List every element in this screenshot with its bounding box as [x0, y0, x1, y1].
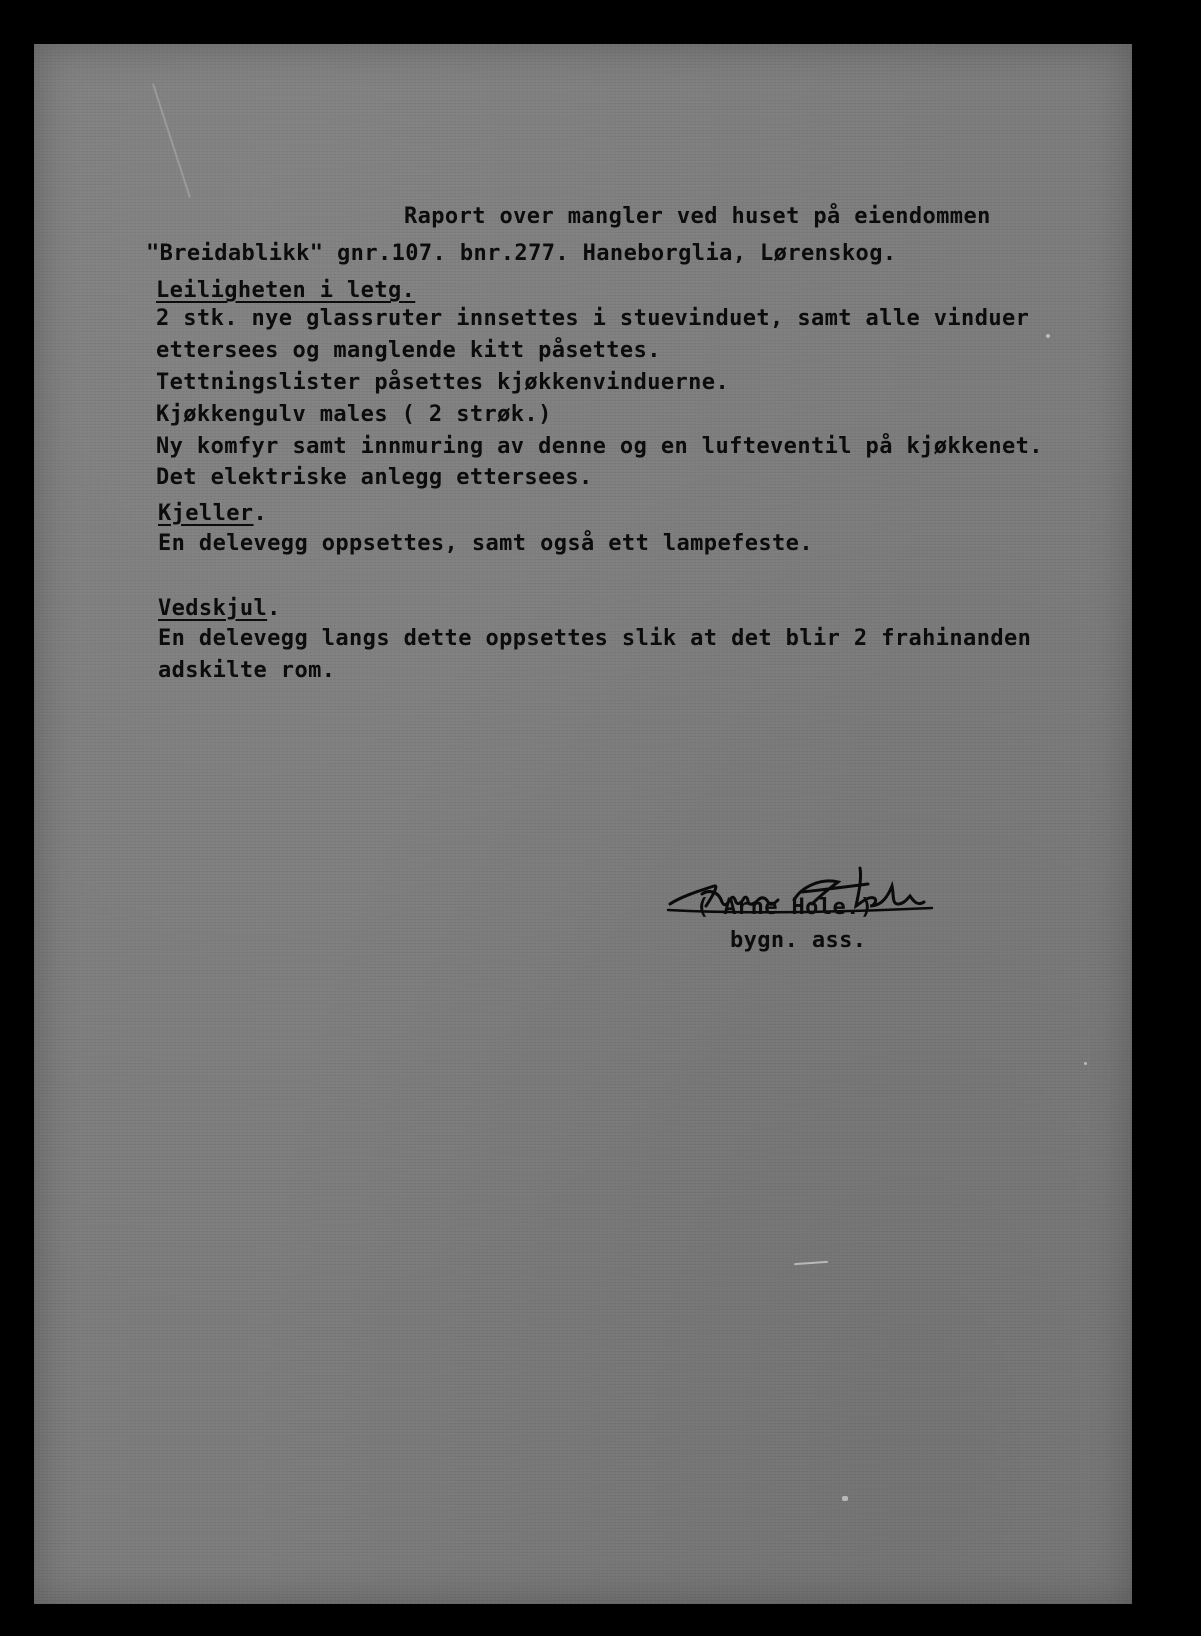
- body-line: adskilte rom.: [158, 658, 336, 683]
- section-heading-cellar: Kjeller: [158, 501, 254, 526]
- body-line: Kjøkkengulv males ( 2 strøk.): [156, 402, 552, 427]
- document-page: [34, 44, 1132, 1604]
- paper-speck: [1046, 334, 1050, 338]
- property-line: "Breidablikk" gnr.107. bnr.277. Haneborglia, Lørenskog.: [146, 241, 897, 266]
- body-line: Det elektriske anlegg ettersees.: [156, 465, 593, 490]
- section-heading-shed: Vedskjul: [158, 596, 268, 621]
- body-line: ettersees og manglende kitt påsettes.: [156, 338, 661, 363]
- section-heading-apartment: Leiligheten i letg.: [156, 278, 416, 303]
- body-line: En delevegg langs dette oppsettes slik at det blir 2 frahinanden: [158, 626, 1032, 651]
- paper-crease: [152, 83, 191, 198]
- section-heading-cellar-row: [158, 501, 267, 527]
- section-heading-shed-row: [158, 596, 281, 622]
- body-line: En delevegg oppsettes, samt også ett lampefeste.: [158, 531, 813, 556]
- body-line: Tettningslister påsettes kjøkkenvinduerne.: [156, 370, 730, 395]
- signer-title: bygn. ass.: [730, 928, 867, 953]
- heading-period: .: [253, 501, 268, 526]
- paper-speck: [1084, 1062, 1087, 1065]
- printed-signer-name: ( Arne Hole.): [696, 895, 874, 920]
- body-line: 2 stk. nye glassruter innsettes i stuevinduet, samt alle vinduer: [156, 306, 1030, 331]
- body-line: Ny komfyr samt innmuring av denne og en lufteventil på kjøkkenet.: [156, 434, 1043, 459]
- report-title: Raport over mangler ved huset på eiendommen: [404, 204, 991, 229]
- paper-speck: [842, 1496, 848, 1501]
- heading-period: .: [267, 596, 281, 621]
- paper-speck: [794, 1261, 828, 1265]
